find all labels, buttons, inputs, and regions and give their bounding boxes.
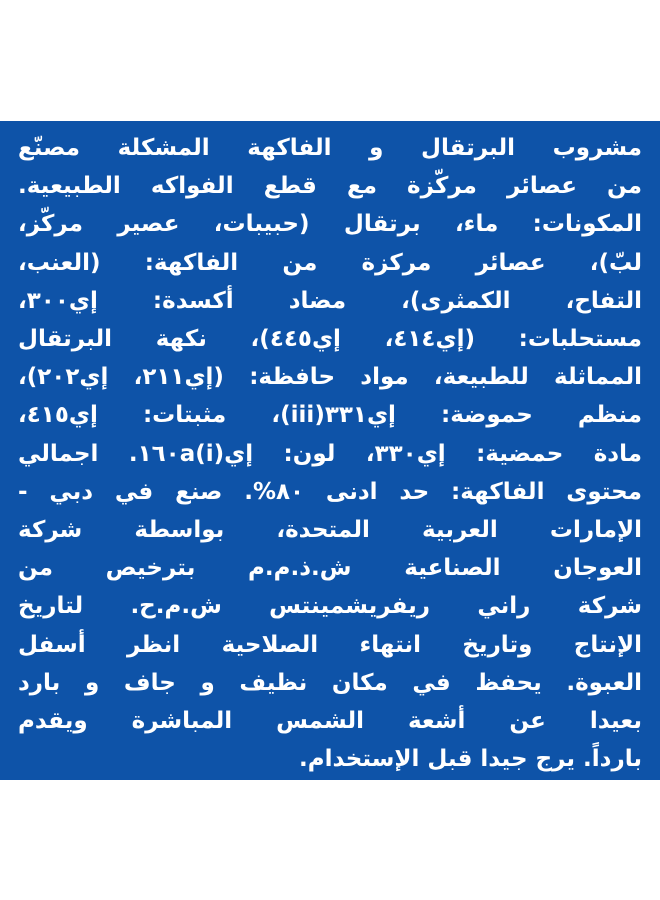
ingredients-text-block	[18, 129, 642, 778]
label-line-2: من عصائر مركّزة مع قطع الفواكه الطبيعية.	[18, 173, 642, 200]
label-line-10: محتوى الفاكهة: حد ادنى ٨٠%. صنع في دبي -	[18, 478, 642, 505]
label-line-14: الإنتاج وتاريخ انتهاء الصلاحية انظر أسفل	[18, 631, 642, 658]
label-line-1: مشروب البرتقال و الفاكهة المشكلة مصنّع	[18, 135, 642, 161]
label-line-16: بعيدا عن أشعة الشمس المباشرة ويقدم	[18, 708, 642, 735]
ingredients-panel	[0, 121, 660, 780]
label-line-5: التفاح، الكمثرى)، مضاد أكسدة: إي٣٠٠،	[18, 287, 642, 314]
label-line-13: شركة راني ريفريشمينتس ش.م.ح. لتاريخ	[18, 593, 642, 620]
label-line-4: لبّ)، عصائر مركزة من الفاكهة: (العنب،	[18, 249, 642, 276]
label-line-6: مستحلبات: (إي٤١٤، إي٤٤٥)، نكهة البرتقال	[18, 326, 642, 353]
label-line-11: الإمارات العربية المتحدة، بواسطة شركة	[18, 517, 642, 544]
label-line-3: المكونات: ماء، برتقال (حبيبات، عصير مركّز،	[18, 211, 642, 238]
label-line-17: بارداً. يرج جيدا قبل الإستخدام.	[299, 746, 642, 773]
label-line-9: مادة حمضية: إي٣٣٠، لون: إي١٦٠a(i). اجمالي	[18, 440, 642, 467]
label-line-12: العوجان الصناعية ش.ذ.م.م بترخيص من	[18, 555, 642, 582]
label-line-7: المماثلة للطبيعة، مواد حافظة: (إي٢١١، إي٢٠٢)،	[18, 364, 642, 391]
label-line-15: العبوة. يحفظ في مكان نظيف و جاف و بارد	[18, 669, 642, 696]
label-line-8: منظم حموضة: إي٣٣١(iii)، مثبتات: إي٤١٥،	[18, 402, 642, 429]
